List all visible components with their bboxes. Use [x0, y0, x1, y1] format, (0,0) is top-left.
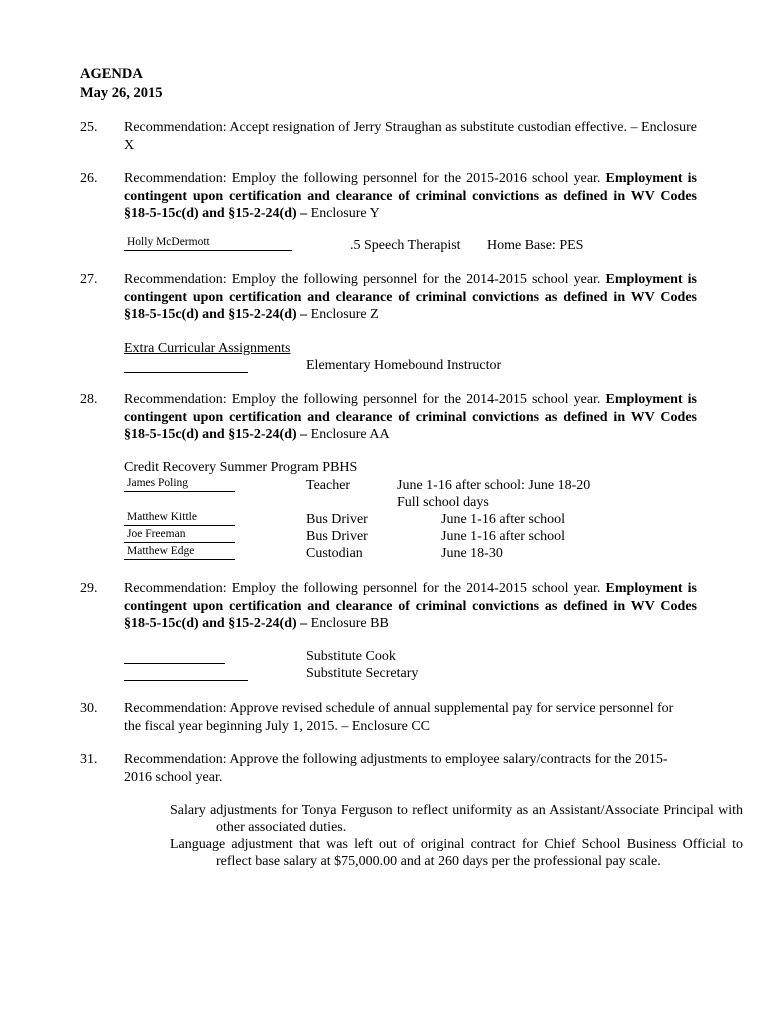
item-number: 31.	[80, 752, 98, 767]
role-label: Custodian	[306, 546, 363, 561]
schedule-label: June 1-16 after school	[441, 512, 566, 527]
item-25-text: Recommendation: Accept resignation of Jerry Straughan as substitute custodian effective. – Enclosure X	[124, 120, 697, 153]
schedule-label: June 1-16 after school	[441, 529, 566, 544]
name-blank	[124, 358, 248, 373]
role-label: Teacher	[306, 478, 351, 493]
role-label: Bus Driver	[306, 512, 368, 527]
employee-name: Holly McDermott	[127, 236, 210, 248]
item-26-text: Recommendation: Employ the following personnel for the 2015-2016 school year. Employment is contingent upon certification and clearance of criminal convictions as defined in WV Codes §18-5-15c(d) and §15-2-24(d) – Enclosure Y	[124, 171, 697, 221]
item-27-text: Recommendation: Employ the following personnel for the 2014-2015 school year. Employment is contingent upon certification and clearance of criminal convictions as defined in WV Codes §18-5-15c(d) and §15-2-24(d) – Enclosure Z	[124, 272, 697, 322]
schedule-label: June 1-16 after school: June 18-20	[397, 478, 591, 493]
employee-name: Matthew Edge	[127, 545, 195, 557]
agenda-date: May 26, 2015	[80, 85, 163, 101]
item-number: 28.	[80, 392, 98, 407]
item-number: 30.	[80, 701, 98, 716]
item-28-text: Recommendation: Employ the following personnel for the 2014-2015 school year. Employment is contingent upon certification and clearance of criminal convictions as defined in WV Codes §18-5-15c(d) and §15-2-24(d) – Enclosure AA	[124, 392, 697, 442]
item-number: 25.	[80, 120, 98, 135]
adjustment-item: Salary adjustments for Tonya Ferguson to reflect uniformity as an Assistant/Associate Principal with other associated duties.	[170, 803, 743, 835]
name-blank	[124, 666, 248, 681]
item-29-text: Recommendation: Employ the following personnel for the 2014-2015 school year. Employment is contingent upon certification and clearance of criminal convictions as defined in WV Codes §18-5-15c(d) and §15-2-24(d) – Enclosure BB	[124, 581, 697, 631]
position-label: Substitute Cook	[306, 649, 396, 664]
home-base-label: Home Base: PES	[487, 238, 584, 253]
employee-name: Matthew Kittle	[127, 511, 197, 523]
schedule-label: June 18-30	[441, 546, 503, 561]
position-label: .5 Speech Therapist	[350, 238, 461, 253]
item-31-text: Recommendation: Approve the following adjustments to employee salary/contracts for the 2015-2016 school year.	[124, 752, 668, 785]
item-number: 27.	[80, 272, 98, 287]
role-label: Bus Driver	[306, 529, 368, 544]
position-label: Elementary Homebound Instructor	[306, 358, 502, 373]
schedule-label: Full school days	[397, 495, 489, 510]
position-label: Substitute Secretary	[306, 666, 419, 681]
item-30-text: Recommendation: Approve revised schedule of annual supplemental pay for service personnel for the fiscal year beginning July 1, 2015. – Enclosure CC	[124, 701, 674, 734]
name-blank	[124, 649, 225, 664]
section-heading: Credit Recovery Summer Program PBHS	[124, 460, 358, 475]
employee-name: James Poling	[127, 477, 189, 489]
section-heading: Extra Curricular Assignments	[124, 341, 291, 356]
agenda-title: AGENDA	[80, 66, 143, 82]
item-number: 29.	[80, 581, 98, 596]
adjustment-item: Language adjustment that was left out of original contract for Chief School Business Official to reflect base salary at $75,000.00 and at 260 days per the professional pay scale.	[170, 837, 743, 869]
item-number: 26.	[80, 171, 98, 186]
employee-name: Joe Freeman	[127, 528, 186, 540]
